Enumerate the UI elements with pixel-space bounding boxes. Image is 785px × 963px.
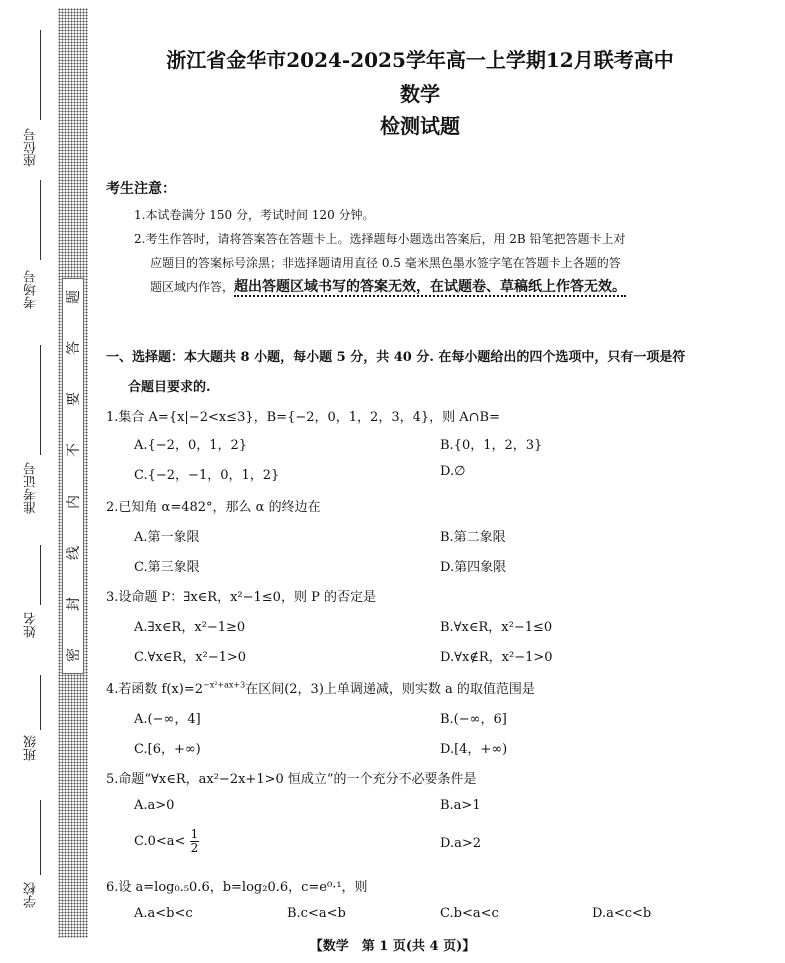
admission-number-line [40,345,41,455]
exam-room-line [40,180,41,260]
subject-title: 数学 [400,82,440,106]
class-line [40,675,41,730]
seat-number-line [40,30,41,120]
question-2-stem: 2.已知角 α=482°，那么 α 的终边在 [106,500,321,515]
question-6-option-d: D.a<c<b [592,906,652,921]
question-4-option-b: B.(−∞，6] [440,712,507,727]
question-5-option-d: D.a>2 [440,836,482,851]
question-4-option-c: C.[6，+∞) [134,742,201,757]
question-1-option-b: B.{0，1，2，3} [440,438,543,453]
question-6-option-b: B.c<a<b [287,906,346,921]
seat-number-label: 座位号 [24,128,39,167]
q4-exponent: −x²+ax+3 [203,680,246,690]
question-5-option-b: B.a>1 [440,798,481,813]
warning-char: 内 [66,494,82,509]
question-2-option-b: B.第二象限 [440,530,506,545]
exam-room-label: 考场号 [24,270,39,309]
question-3-option-c: C.∀x∈R，x²−1>0 [134,650,247,665]
binding-margin [0,0,58,963]
question-3-stem: 3.设命题 P：∃x∈R，x²−1≤0，则 P 的否定是 [106,590,376,605]
notice-item-2a: 2.考生作答时，请将答案答在答题卡上。选择题每小题选出答案后，用 2B 铅笔把答题卡上对 [134,232,626,246]
test-title: 检测试题 [380,114,460,138]
warning-char: 要 [66,392,82,407]
question-5-option-a: A.a>0 [134,798,175,813]
question-4-stem [106,678,535,697]
warning-char: 封 [66,596,82,611]
question-6-option-c: C.b<a<c [440,906,499,921]
question-2-option-c: C.第三象限 [134,560,200,575]
fraction [190,828,200,855]
exam-title: 浙江省金华市2024-2025学年高一上学期12月联考高中 [166,48,674,72]
question-1-option-d: D.∅ [440,464,466,479]
section-heading-cont: 合题目要求的. [128,380,211,395]
question-1-stem: 1.集合 A={x|−2<x≤3}，B={−2，0，1，2，3，4}，则 A∩B= [106,410,500,425]
question-5-stem: 5.命题“∀x∈R，ax²−2x+1>0 恒成立”的一个充分不必要条件是 [106,772,477,787]
q4-stem-start: 4.若函数 f(x)=2 [106,682,203,697]
notice-item-1: 1.本试卷满分 150 分，考试时间 120 分钟。 [134,208,375,222]
question-6-option-a: A.a<b<c [134,906,193,921]
question-4-option-a: A.(−∞，4] [134,712,201,727]
name-label: 姓名 [24,612,39,638]
question-3-option-d: D.∀x∉R，x²−1>0 [440,650,553,665]
question-3-option-b: B.∀x∈R，x²−1≤0 [440,620,553,635]
name-line [40,545,41,605]
warning-char: 线 [66,545,82,560]
admission-number-label: 准考证号 [24,462,39,514]
page-footer: 【数学 第 1 页(共 4 页)】 [309,939,476,954]
section-heading: 一、选择题：本大题共 8 小题，每小题 5 分，共 40 分. 在每小题给出的四个选项中，只有一项是符 [106,350,686,365]
warning-char: 密 [66,647,82,662]
question-3-option-a: A.∃x∈R，x²−1≥0 [134,620,246,635]
question-2-option-a: A.第一象限 [134,530,200,545]
notice-emphasis: 超出答题区域书写的答案无效，在试题卷、草稿纸上作答无效。 [234,279,627,295]
question-6-stem: 6.设 a=log₀.₅0.6，b=log₂0.6，c=e⁰·¹，则 [106,880,368,895]
warning-char: 不 [66,443,82,458]
q4-stem-end: 在区间(2，3)上单调递减，则实数 a 的取值范围是 [245,682,535,697]
class-label: 班级 [24,735,39,761]
school-line [40,800,41,875]
q5-option-c-text: C.0<a< [134,834,186,849]
question-4-option-d: D.[4，+∞) [440,742,508,757]
school-label: 学校 [24,882,39,908]
warning-char: 答 [66,341,82,356]
question-5-option-c [134,828,199,855]
seal-warning [62,278,84,674]
notice-text: 题区域内作答， [150,280,235,294]
question-1-option-a: A.{−2，0，1，2} [134,438,248,453]
notice-item-2c [150,276,626,296]
question-2-option-d: D.第四象限 [440,560,507,575]
notice-item-2b: 应题目的答案标号涂黑；非选择题请用直径 0.5 毫米黑色墨水签字笔在答题卡上各题的答 [150,256,621,270]
fraction-numerator: 1 [190,827,199,841]
question-1-option-c: C.{−2，−1，0，1，2} [134,468,280,483]
notice-heading: 考生注意： [106,181,176,197]
warning-char: 题 [66,290,82,304]
fraction-denominator: 2 [190,841,199,855]
